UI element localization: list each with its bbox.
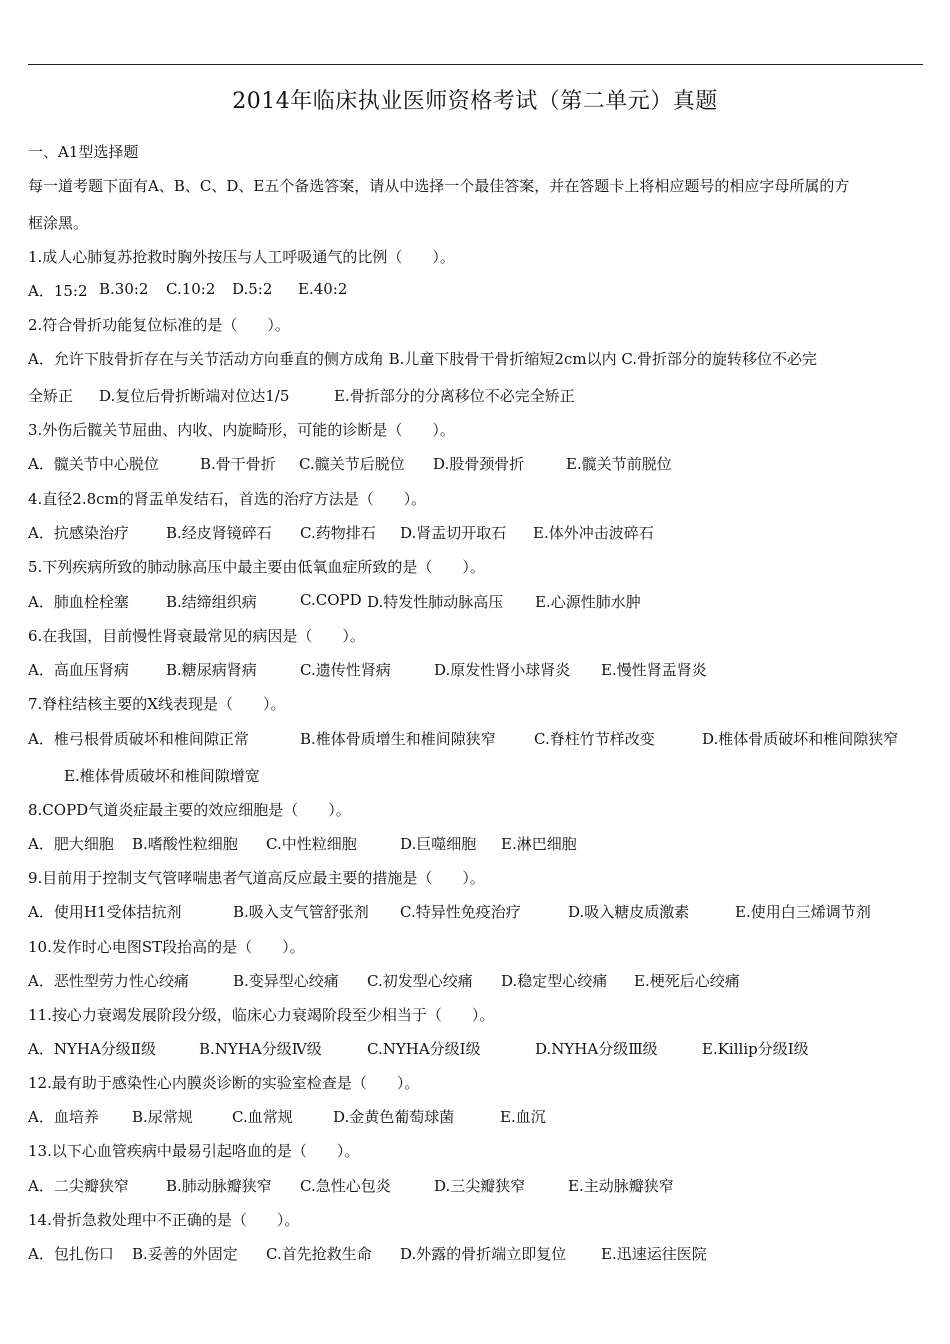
question-6: 6.在我国，目前慢性肾衰最常见的病因是（ ）。 <box>28 627 365 645</box>
header-rule <box>28 64 923 65</box>
option-12e: E.血沉 <box>500 1108 546 1126</box>
options-3 <box>28 453 672 474</box>
option-8b: B.嗜酸性粒细胞 <box>132 835 238 853</box>
options-6 <box>28 659 707 680</box>
option-10d: D.稳定型心绞痛 <box>501 972 608 990</box>
option-1c: C.10:2 <box>166 280 216 298</box>
option-3c: C.髋关节后脱位 <box>299 455 405 473</box>
option-3a: A．髋关节中心脱位 <box>28 455 159 473</box>
option-14c: C.首先抢救生命 <box>266 1245 372 1263</box>
option-4d: D.肾盂切开取石 <box>400 524 507 542</box>
option-12d: D.金黄色葡萄球菌 <box>333 1108 455 1126</box>
question-3: 3.外伤后髋关节屈曲、内收、内旋畸形，可能的诊断是（ ）。 <box>28 421 455 439</box>
option-4a: A．抗感染治疗 <box>28 524 129 542</box>
option-6c: C.遗传性肾病 <box>300 661 391 679</box>
option-7e: E.椎体骨质破坏和椎间隙增宽 <box>64 767 260 785</box>
option-1d: D.5:2 <box>232 280 273 298</box>
options-10 <box>28 970 740 991</box>
section-heading: 一、A1型选择题 <box>28 143 139 161</box>
options-1 <box>28 280 347 301</box>
question-7: 7.脊柱结核主要的X线表现是（ ）。 <box>28 695 286 713</box>
options-2-line-1: A．允许下肢骨折存在与关节活动方向垂直的侧方成角 B.儿童下肢骨干骨折缩短2cm以内 C.骨折部分的旋转移位不必完 <box>28 350 818 368</box>
option-5c: C.COPD <box>300 591 362 609</box>
option-4b: B.经皮肾镜碎石 <box>166 524 272 542</box>
option-13c: C.急性心包炎 <box>300 1177 391 1195</box>
options-8 <box>28 833 577 854</box>
option-14b: B.妥善的外固定 <box>132 1245 238 1263</box>
instructions-line-2: 框涂黑。 <box>28 214 89 232</box>
options-14 <box>28 1243 707 1264</box>
options-7 <box>28 728 898 749</box>
option-8d: D.巨噬细胞 <box>400 835 477 853</box>
option-2-cont: 全矫正 <box>28 387 74 405</box>
question-5: 5.下列疾病所致的肺动脉高压中最主要由低氧血症所致的是（ ）。 <box>28 558 485 576</box>
option-5d: D.特发性肺动脉高压 <box>367 593 504 611</box>
option-1e: E.40:2 <box>298 280 348 298</box>
option-12b: B.尿常规 <box>132 1108 193 1126</box>
options-13 <box>28 1175 674 1196</box>
question-11: 11.按心力衰竭发展阶段分级，临床心力衰竭阶段至少相当于（ ）。 <box>28 1006 495 1024</box>
option-9a: A．使用H1受体拮抗剂 <box>28 903 182 921</box>
option-8e: E.淋巴细胞 <box>501 835 577 853</box>
option-13e: E.主动脉瓣狭窄 <box>568 1177 674 1195</box>
question-8: 8.COPD气道炎症最主要的效应细胞是（ ）。 <box>28 801 351 819</box>
option-14e: E.迅速运往医院 <box>601 1245 707 1263</box>
option-14d: D.外露的骨折端立即复位 <box>400 1245 567 1263</box>
option-10e: E.梗死后心绞痛 <box>634 972 740 990</box>
question-14: 14.骨折急救处理中不正确的是（ ）。 <box>28 1211 300 1229</box>
option-7a: A．椎弓根骨质破坏和椎间隙正常 <box>28 730 249 748</box>
option-2e: E.骨折部分的分离移位不必完全矫正 <box>334 387 575 405</box>
option-4c: C.药物排石 <box>300 524 376 542</box>
option-13d: D.三尖瓣狭窄 <box>434 1177 526 1195</box>
option-4e: E.体外冲击波碎石 <box>533 524 654 542</box>
option-7c: C.脊柱竹节样改变 <box>534 730 655 748</box>
option-9d: D.吸入糖皮质激素 <box>568 903 690 921</box>
page-title: 2014年临床执业医师资格考试（第二单元）真题 <box>232 89 718 114</box>
option-10c: C.初发型心绞痛 <box>367 972 473 990</box>
option-10b: B.变异型心绞痛 <box>233 972 339 990</box>
options-11 <box>28 1038 809 1059</box>
question-13: 13.以下心血管疾病中最易引起咯血的是（ ）。 <box>28 1142 360 1160</box>
question-1: 1.成人心肺复苏抢救时胸外按压与人工呼吸通气的比例（ ）。 <box>28 248 455 266</box>
option-9c: C.特异性免疫治疗 <box>400 903 521 921</box>
option-7d: D.椎体骨质破坏和椎间隙狭窄 <box>702 730 899 748</box>
option-11a: A．NYHA分级Ⅱ级 <box>28 1040 156 1058</box>
question-9: 9.目前用于控制支气管哮喘患者气道高反应最主要的措施是（ ）。 <box>28 869 485 887</box>
options-5 <box>28 591 641 612</box>
options-4 <box>28 522 654 543</box>
option-8a: A．肥大细胞 <box>28 835 114 853</box>
option-9b: B.吸入支气管舒张剂 <box>233 903 369 921</box>
option-3d: D.股骨颈骨折 <box>433 455 525 473</box>
option-13a: A．二尖瓣狭窄 <box>28 1177 129 1195</box>
option-13b: B.肺动脉瓣狭窄 <box>166 1177 272 1195</box>
option-9e: E.使用白三烯调节剂 <box>735 903 871 921</box>
option-5b: B.结缔组织病 <box>166 593 257 611</box>
option-6e: E.慢性肾盂肾炎 <box>601 661 707 679</box>
option-6a: A．高血压肾病 <box>28 661 129 679</box>
option-1a: A．15:2 <box>28 282 88 300</box>
option-11b: B.NYHA分级Ⅳ级 <box>199 1040 322 1058</box>
option-2d: D.复位后骨折断端对位达1/5 <box>99 387 290 405</box>
option-7b: B.椎体骨质增生和椎间隙狭窄 <box>300 730 496 748</box>
option-3e: E.髋关节前脱位 <box>566 455 672 473</box>
option-10a: A．恶性型劳力性心绞痛 <box>28 972 189 990</box>
instructions-line-1: 每一道考题下面有A、B、C、D、E五个备选答案，请从中选择一个最佳答案，并在答题卡上将相应题号的相应字母所属的方 <box>28 177 850 195</box>
option-5e: E.心源性肺水肿 <box>535 593 641 611</box>
options-9 <box>28 901 871 922</box>
option-12a: A．血培养 <box>28 1108 99 1126</box>
option-6b: B.糖尿病肾病 <box>166 661 257 679</box>
question-4: 4.直径2.8cm的肾盂单发结石，首选的治疗方法是（ ）。 <box>28 490 427 508</box>
option-6d: D.原发性肾小球肾炎 <box>434 661 571 679</box>
question-2: 2.符合骨折功能复位标准的是（ ）。 <box>28 316 290 334</box>
option-3b: B.骨干骨折 <box>200 455 276 473</box>
option-1b: B.30:2 <box>99 280 149 298</box>
options-2-line-2 <box>28 385 575 406</box>
option-5a: A．肺血栓栓塞 <box>28 593 129 611</box>
question-10: 10.发作时心电图ST段抬高的是（ ）。 <box>28 938 305 956</box>
option-11e: E.Killip分级Ⅰ级 <box>702 1040 809 1058</box>
option-8c: C.中性粒细胞 <box>266 835 357 853</box>
question-12: 12.最有助于感染性心内膜炎诊断的实验室检查是（ ）。 <box>28 1074 420 1092</box>
option-11d: D.NYHA分级Ⅲ级 <box>535 1040 658 1058</box>
option-12c: C.血常规 <box>232 1108 293 1126</box>
options-12 <box>28 1106 546 1127</box>
option-14a: A．包扎伤口 <box>28 1245 114 1263</box>
option-11c: C.NYHA分级Ⅰ级 <box>367 1040 481 1058</box>
